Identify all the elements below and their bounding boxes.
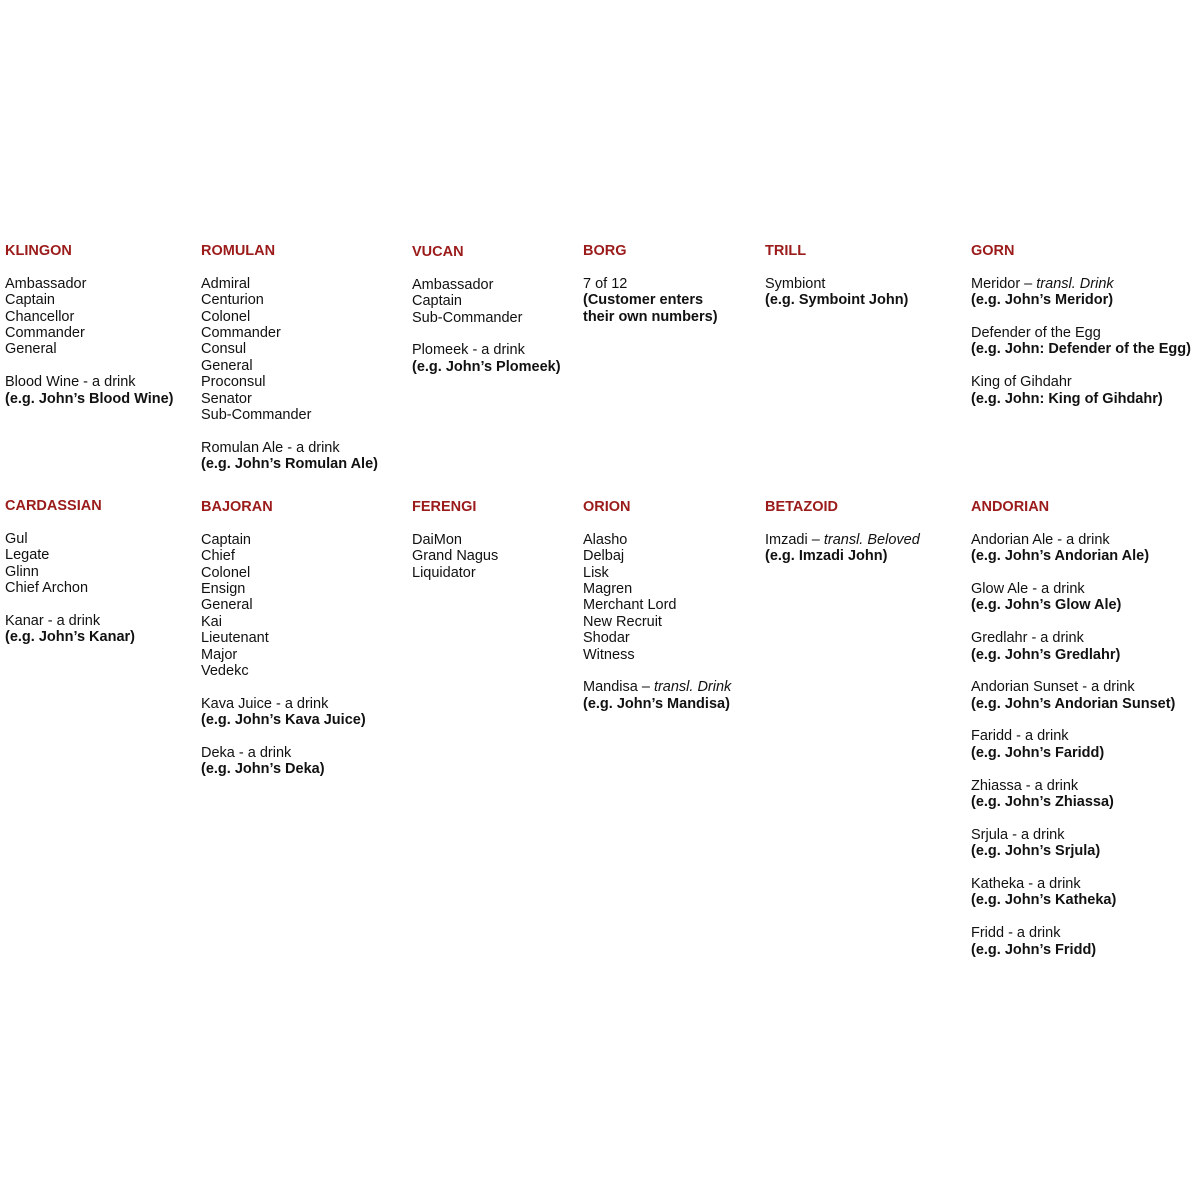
section-heading: BAJORAN <box>201 499 273 515</box>
section-heading: BORG <box>583 243 627 259</box>
dash-separator: – <box>637 679 654 696</box>
title-line: Kanar - a drink <box>5 612 101 629</box>
example-line: (e.g. John’s Fridd) <box>971 941 1097 958</box>
title-line: Ambassador <box>5 275 87 292</box>
title-line: Sub-Commander <box>201 406 312 423</box>
section-heading: ROMULAN <box>201 243 276 259</box>
section-orion <box>583 499 731 712</box>
title-line: General <box>201 357 253 374</box>
dash-separator: – <box>807 531 824 548</box>
title-line: Captain <box>201 531 251 548</box>
title-line: Glow Ale - a drink <box>971 580 1085 597</box>
example-line: (e.g. John’s Meridor) <box>971 292 1114 309</box>
section-heading: BETAZOID <box>765 499 839 515</box>
section-heading: VUCAN <box>412 244 464 260</box>
title-line: Captain <box>412 293 462 310</box>
translation-note: transl. Drink <box>653 679 732 696</box>
title-line: Senator <box>201 390 252 407</box>
title-line: Chancellor <box>5 308 75 325</box>
example-line: (e.g. John’s Romulan Ale) <box>201 456 378 473</box>
section-trill <box>765 243 908 309</box>
section-heading: FERENGI <box>412 499 477 515</box>
title-line: Srjula - a drink <box>971 826 1065 843</box>
title-line: Major <box>201 646 238 663</box>
translation-note: transl. Drink <box>1036 275 1114 292</box>
title-line <box>583 679 731 695</box>
section-heading: KLINGON <box>5 243 72 259</box>
title-line: Legate <box>5 547 50 564</box>
title-line: Zhiassa - a drink <box>971 777 1079 794</box>
title-line: Magren <box>583 580 633 597</box>
title-line: Lieutenant <box>201 630 269 647</box>
title-line: General <box>5 341 57 358</box>
section-bajoran <box>201 499 366 778</box>
title-line: Centurion <box>201 292 264 309</box>
section-borg <box>583 243 718 325</box>
title-line: Deka - a drink <box>201 744 292 761</box>
example-line: (e.g. John’s Andorian Ale) <box>971 548 1150 565</box>
title-line: Colonel <box>201 564 251 581</box>
example-line: (e.g. Symboint John) <box>765 292 909 309</box>
title-line: Merchant Lord <box>583 597 677 614</box>
title-word: Imzadi <box>765 531 808 548</box>
title-line: Ambassador <box>412 276 494 293</box>
example-line: (e.g. John’s Mandisa) <box>583 695 730 712</box>
example-line: (e.g. John’s Deka) <box>201 761 325 778</box>
section-romulan <box>201 243 378 472</box>
section-klingon <box>5 243 174 407</box>
title-line: Kava Juice - a drink <box>201 695 329 712</box>
title-line: Vedekc <box>201 662 249 679</box>
title-line: New Recruit <box>583 613 662 630</box>
title-line: Sub-Commander <box>412 309 523 326</box>
section-betazoid <box>765 499 920 565</box>
title-line: Captain <box>5 292 55 309</box>
title-word: Mandisa <box>583 679 638 696</box>
title-line: Katheka - a drink <box>971 875 1081 892</box>
title-line <box>971 276 1191 292</box>
example-line: (e.g. John’s Kanar) <box>5 629 135 646</box>
example-line: (e.g. John’s Katheka) <box>971 892 1117 909</box>
title-line: Witness <box>583 646 635 663</box>
title-line: Liquidator <box>412 564 476 581</box>
title-line: Colonel <box>201 308 251 325</box>
example-line: (e.g. John’s Srjula) <box>971 843 1101 860</box>
example-line: (Customer enters <box>583 292 704 309</box>
example-line: (e.g. Imzadi John) <box>765 548 888 565</box>
example-line: (e.g. John’s Kava Juice) <box>201 712 366 729</box>
title-line: Alasho <box>583 531 628 548</box>
example-line: (e.g. John’s Gredlahr) <box>971 646 1121 663</box>
example-line: (e.g. John’s Plomeek) <box>412 358 561 375</box>
title-line: General <box>201 597 253 614</box>
section-heading: CARDASSIAN <box>5 498 102 514</box>
title-line: Faridd - a drink <box>971 728 1069 745</box>
example-line: (e.g. John: King of Gihdahr) <box>971 390 1163 407</box>
title-line: Shodar <box>583 630 630 647</box>
title-line: Delbaj <box>583 548 625 565</box>
title-line: Commander <box>201 324 281 341</box>
title-line: Chief <box>201 548 235 565</box>
title-line: Fridd - a drink <box>971 925 1061 942</box>
title-line: Blood Wine - a drink <box>5 374 136 391</box>
title-line: Consul <box>201 341 247 358</box>
example-line: (e.g. John’s Zhiassa) <box>971 794 1114 811</box>
section-heading: TRILL <box>765 243 807 259</box>
title-line: Chief Archon <box>5 579 89 596</box>
example-line: (e.g. John’s Glow Ale) <box>971 597 1122 614</box>
title-line: 7 of 12 <box>583 275 628 292</box>
example-line: their own numbers) <box>583 308 718 325</box>
title-line: Ensign <box>201 580 246 597</box>
title-line: Lisk <box>583 564 609 581</box>
title-word: Meridor <box>971 275 1021 292</box>
dash-separator: – <box>1020 275 1037 292</box>
title-line: Symbiont <box>765 275 826 292</box>
title-line: Gredlahr - a drink <box>971 630 1084 647</box>
section-vucan <box>412 244 561 375</box>
title-line: Plomeek - a drink <box>412 342 525 359</box>
section-andorian <box>971 499 1175 958</box>
title-line: Kai <box>201 613 222 630</box>
title-line <box>765 532 920 548</box>
section-ferengi <box>412 499 498 581</box>
title-line: Commander <box>5 324 85 341</box>
title-line: King of Gihdahr <box>971 374 1072 391</box>
title-line: Romulan Ale - a drink <box>201 439 340 456</box>
section-gorn <box>971 243 1191 407</box>
title-line: Andorian Ale - a drink <box>971 531 1110 548</box>
title-line: Gul <box>5 530 28 547</box>
example-line: (e.g. John’s Blood Wine) <box>5 390 174 407</box>
translation-note: transl. Beloved <box>823 531 920 548</box>
section-heading: GORN <box>971 243 1015 259</box>
example-line: (e.g. John’s Andorian Sunset) <box>971 695 1176 712</box>
title-line: Admiral <box>201 275 251 292</box>
title-line: Grand Nagus <box>412 548 499 565</box>
title-line: Glinn <box>5 563 39 580</box>
title-line: DaiMon <box>412 531 462 548</box>
example-line: (e.g. John: Defender of the Egg) <box>971 341 1191 358</box>
title-line: Andorian Sunset - a drink <box>971 679 1135 696</box>
title-line: Proconsul <box>201 374 266 391</box>
example-line: (e.g. John’s Faridd) <box>971 744 1105 761</box>
title-line: Defender of the Egg <box>971 324 1101 341</box>
section-heading: ANDORIAN <box>971 499 1050 515</box>
section-heading: ORION <box>583 499 631 515</box>
section-cardassian <box>5 498 135 646</box>
